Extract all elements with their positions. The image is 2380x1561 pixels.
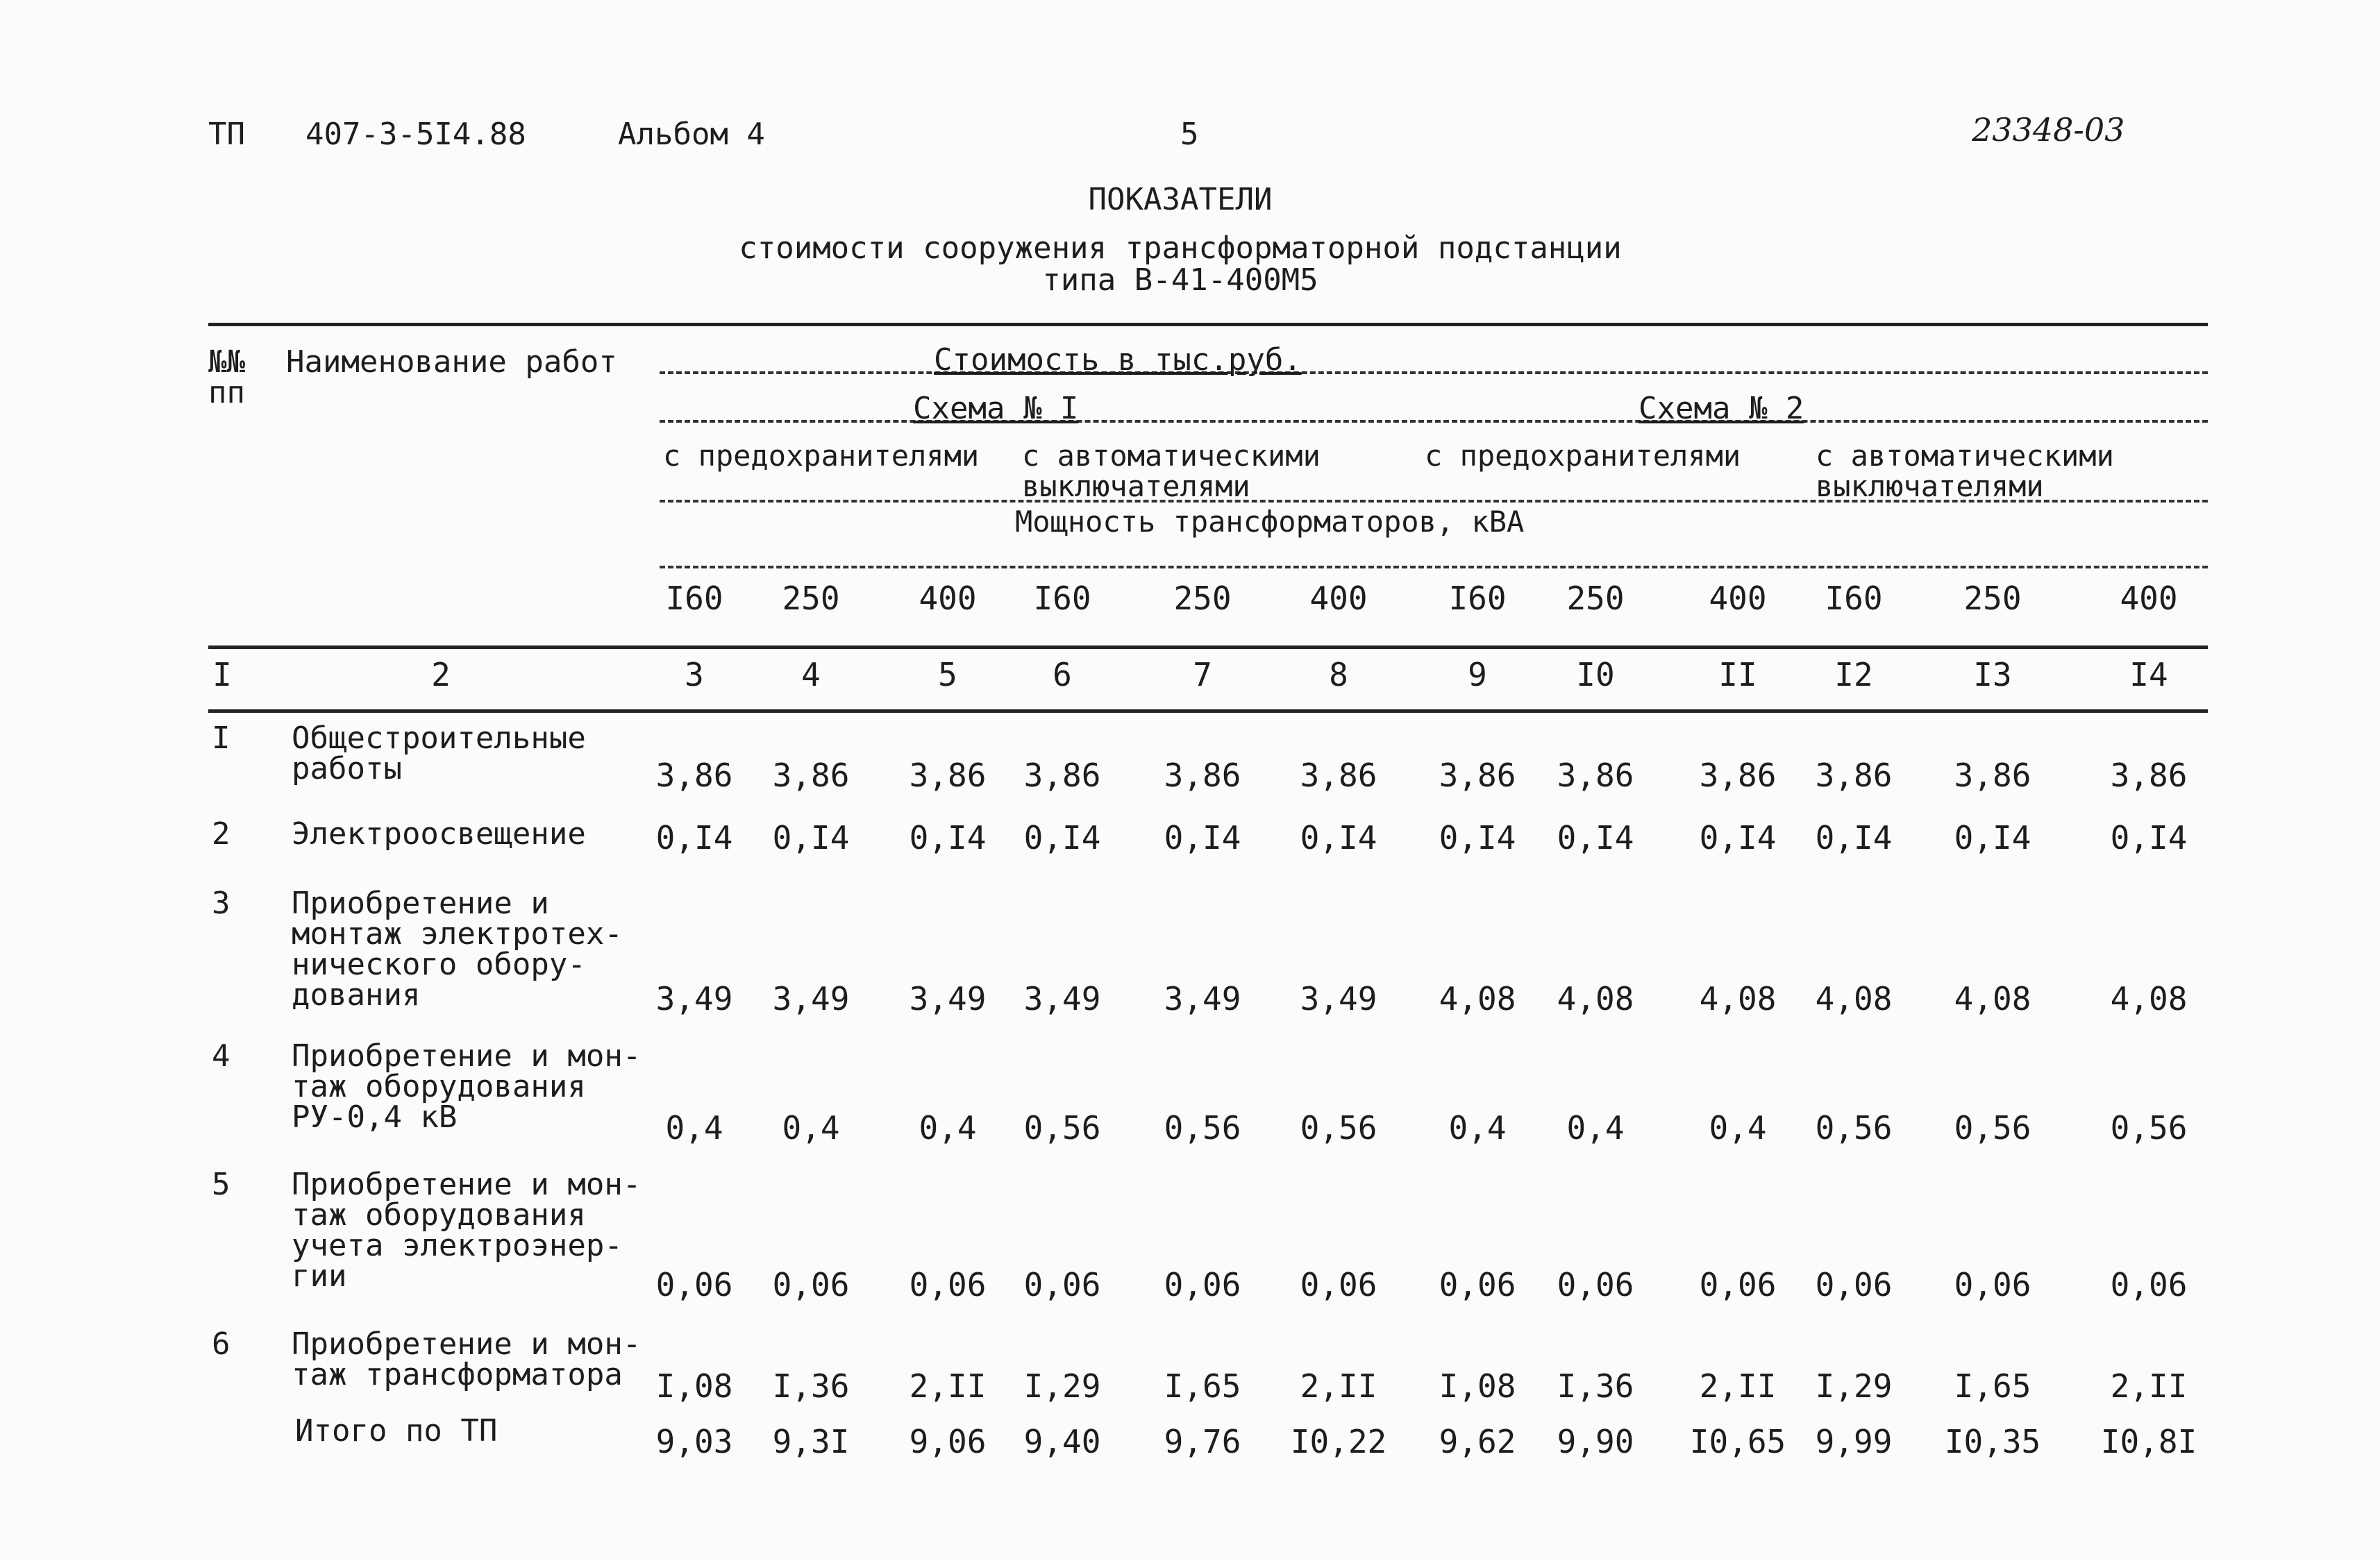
cost-cell: 3,86 <box>1954 757 2031 794</box>
power-cell: 400 <box>2120 580 2178 617</box>
power-cell: 400 <box>1709 580 1767 617</box>
cost-cell: 0,I4 <box>1954 819 2031 857</box>
total-cell: 9,99 <box>1815 1423 1893 1460</box>
scheme-2-header: Схема № 2 <box>1639 391 1804 426</box>
column-number-cell: I4 <box>2129 656 2168 693</box>
total-cell: 9,90 <box>1557 1423 1634 1460</box>
cost-cell: 0,06 <box>1300 1266 1377 1303</box>
work-name: Общестроительные работы <box>292 720 586 786</box>
cost-cell: 3,86 <box>2110 757 2188 794</box>
cost-cell: 3,49 <box>772 980 850 1018</box>
cost-cell: 2,II <box>909 1367 987 1405</box>
table-top-rule <box>208 323 2208 326</box>
work-name-header: Наименование работ <box>286 344 617 380</box>
page-subtitle-type: типа В-41-400М5 <box>1042 262 1318 298</box>
cost-cell: 2,II <box>1300 1367 1377 1405</box>
cost-cell: 3,86 <box>772 757 850 794</box>
cost-cell: 0,I4 <box>1557 819 1634 857</box>
cost-cell: 3,86 <box>909 757 987 794</box>
column-number-cell: 2 <box>431 656 451 693</box>
column-number-cell: I3 <box>1973 656 2012 693</box>
cost-cell: 0,I4 <box>772 819 850 857</box>
column-number-cell: 8 <box>1329 656 1348 693</box>
cost-cell: 0,06 <box>1164 1266 1241 1303</box>
cost-cell: 0,56 <box>1164 1109 1241 1147</box>
cost-cell: 3,86 <box>655 757 733 794</box>
cost-cell: 0,06 <box>909 1266 987 1303</box>
cost-cell: 3,49 <box>1300 980 1377 1018</box>
cost-header: Стоимость в тыс.руб. <box>934 342 1302 378</box>
column-number-cell: 4 <box>801 656 821 693</box>
row-number: 4 <box>212 1038 231 1074</box>
cost-cell: 0,56 <box>1300 1109 1377 1147</box>
row-number: 5 <box>212 1167 231 1202</box>
total-cell: 9,76 <box>1164 1423 1241 1460</box>
cost-cell: I,36 <box>772 1367 850 1405</box>
scheme-2-fuse-header: с предохранителями <box>1425 439 1741 473</box>
column-number-cell: 9 <box>1468 656 1487 693</box>
cost-cell: 4,08 <box>1557 980 1634 1018</box>
header-bottom-rule <box>208 646 2208 649</box>
row-number: 6 <box>212 1326 231 1362</box>
power-cell: 250 <box>1173 580 1232 617</box>
cost-cell: 3,49 <box>655 980 733 1018</box>
total-label: Итого по ТП <box>295 1413 498 1449</box>
cost-cell: I,36 <box>1557 1367 1634 1405</box>
cost-cell: 0,06 <box>1954 1266 2031 1303</box>
cost-cell: 0,I4 <box>655 819 733 857</box>
column-number-cell: I <box>212 656 232 693</box>
cost-cell: 0,56 <box>2110 1109 2188 1147</box>
page-title: ПОКАЗАТЕЛИ <box>1088 182 1273 217</box>
column-number-cell: 3 <box>685 656 704 693</box>
total-cell: 9,40 <box>1023 1423 1101 1460</box>
power-cell: 250 <box>1566 580 1625 617</box>
cost-cell: 0,06 <box>1699 1266 1777 1303</box>
cost-cell: 0,06 <box>1815 1266 1893 1303</box>
work-name: Приобретение и мон- таж оборудования РУ-0,4 кВ <box>292 1038 642 1135</box>
cost-cell: 0,56 <box>1815 1109 1893 1147</box>
scheme-1-header: Схема № I <box>913 391 1079 426</box>
cost-cell: 0,06 <box>772 1266 850 1303</box>
cost-cell: I,29 <box>1023 1367 1101 1405</box>
column-number-cell: I2 <box>1834 656 1873 693</box>
row-number-header: №№ пп <box>208 344 245 410</box>
cost-cell: I,65 <box>1164 1367 1241 1405</box>
scheme-2-breaker-header: с автоматическими выключателями <box>1816 439 2114 503</box>
cost-cell: 0,I4 <box>1164 819 1241 857</box>
column-number-cell: II <box>1718 656 1757 693</box>
cost-cell: 4,08 <box>1815 980 1893 1018</box>
cost-cell: 3,86 <box>1557 757 1634 794</box>
cost-cell: 0,4 <box>665 1109 723 1147</box>
inventory-stamp: 23348-03 <box>1972 111 2125 149</box>
total-cell: 9,03 <box>655 1423 733 1460</box>
scheme-header-rule <box>660 420 2208 423</box>
cost-cell: I,08 <box>655 1367 733 1405</box>
work-name: Электроосвещение <box>292 816 586 852</box>
work-name: Приобретение и мон- таж трансформатора <box>292 1326 642 1392</box>
power-header: Мощность трансформаторов, кВА <box>1015 505 1525 539</box>
cost-cell: 2,II <box>2110 1367 2188 1405</box>
cost-cell: 3,86 <box>1815 757 1893 794</box>
page-subtitle: стоимости сооружения трансформаторной подстанции <box>739 230 1622 266</box>
cost-cell: I,29 <box>1815 1367 1893 1405</box>
cost-cell: 0,06 <box>655 1266 733 1303</box>
scheme-1-fuse-header: с предохранителями <box>663 439 980 473</box>
cost-cell: 3,86 <box>1699 757 1777 794</box>
cost-cell: 0,I4 <box>909 819 987 857</box>
work-name: Приобретение и мон- таж оборудования учета электроэнер- гии <box>292 1167 642 1294</box>
row-number: 3 <box>212 886 231 921</box>
total-cell: I0,22 <box>1290 1423 1387 1460</box>
cost-cell: 3,86 <box>1023 757 1101 794</box>
power-cell: I60 <box>1825 580 1883 617</box>
column-number-cell: 6 <box>1053 656 1072 693</box>
column-numbers-rule <box>208 709 2208 713</box>
cost-cell: 3,49 <box>1023 980 1101 1018</box>
cost-cell: 0,4 <box>782 1109 840 1147</box>
cost-header-rule <box>660 371 2208 374</box>
doc-number: 407-3-5I4.88 <box>305 117 526 152</box>
album-label: Альбом 4 <box>618 117 765 152</box>
cost-cell: 0,56 <box>1023 1109 1101 1147</box>
total-cell: 9,06 <box>909 1423 987 1460</box>
cost-cell: 0,4 <box>1566 1109 1625 1147</box>
cost-cell: 0,I4 <box>1439 819 1516 857</box>
work-name: Приобретение и монтаж электротех- нического обору- дования <box>292 886 623 1013</box>
cost-cell: 3,86 <box>1164 757 1241 794</box>
cost-cell: 4,08 <box>1439 980 1516 1018</box>
cost-cell: 2,II <box>1699 1367 1777 1405</box>
cost-cell: 0,4 <box>1448 1109 1507 1147</box>
cost-cell: 3,86 <box>1300 757 1377 794</box>
total-cell: I0,35 <box>1944 1423 2041 1460</box>
cost-cell: 4,08 <box>1699 980 1777 1018</box>
doc-code: ТП <box>208 117 245 152</box>
power-cell: I60 <box>1448 580 1507 617</box>
cost-cell: 4,08 <box>1954 980 2031 1018</box>
cost-cell: 0,4 <box>1709 1109 1767 1147</box>
cost-cell: I,65 <box>1954 1367 2031 1405</box>
cost-cell: 0,56 <box>1954 1109 2031 1147</box>
cost-cell: 0,06 <box>1023 1266 1101 1303</box>
total-cell: I0,65 <box>1689 1423 1786 1460</box>
total-cell: 9,62 <box>1439 1423 1516 1460</box>
cost-cell: 0,06 <box>1557 1266 1634 1303</box>
cost-cell: 3,86 <box>1439 757 1516 794</box>
power-cell: 400 <box>919 580 977 617</box>
power-cell: I60 <box>665 580 723 617</box>
row-number: 2 <box>212 816 231 852</box>
cost-cell: 0,I4 <box>1023 819 1101 857</box>
cost-cell: I,08 <box>1439 1367 1516 1405</box>
power-header-rule <box>660 566 2208 568</box>
cost-cell: 0,I4 <box>1699 819 1777 857</box>
power-cell: 400 <box>1309 580 1368 617</box>
row-number: I <box>212 720 231 756</box>
cost-cell: 0,06 <box>2110 1266 2188 1303</box>
power-cell: 250 <box>1963 580 2022 617</box>
cost-cell: 0,I4 <box>2110 819 2188 857</box>
power-cell: I60 <box>1033 580 1091 617</box>
total-cell: 9,3I <box>772 1423 850 1460</box>
cost-cell: 3,49 <box>909 980 987 1018</box>
cost-cell: 0,I4 <box>1815 819 1893 857</box>
cost-cell: 4,08 <box>2110 980 2188 1018</box>
total-cell: I0,8I <box>2100 1423 2197 1460</box>
power-cell: 250 <box>782 580 840 617</box>
column-number-cell: 7 <box>1193 656 1212 693</box>
cost-cell: 0,I4 <box>1300 819 1377 857</box>
column-number-cell: I0 <box>1576 656 1615 693</box>
cost-cell: 0,06 <box>1439 1266 1516 1303</box>
scheme-1-breaker-header: с автоматическими выключателями <box>1022 439 1321 503</box>
cost-cell: 3,49 <box>1164 980 1241 1018</box>
cost-cell: 0,4 <box>919 1109 977 1147</box>
page-number: 5 <box>1180 117 1199 152</box>
column-number-cell: 5 <box>938 656 957 693</box>
